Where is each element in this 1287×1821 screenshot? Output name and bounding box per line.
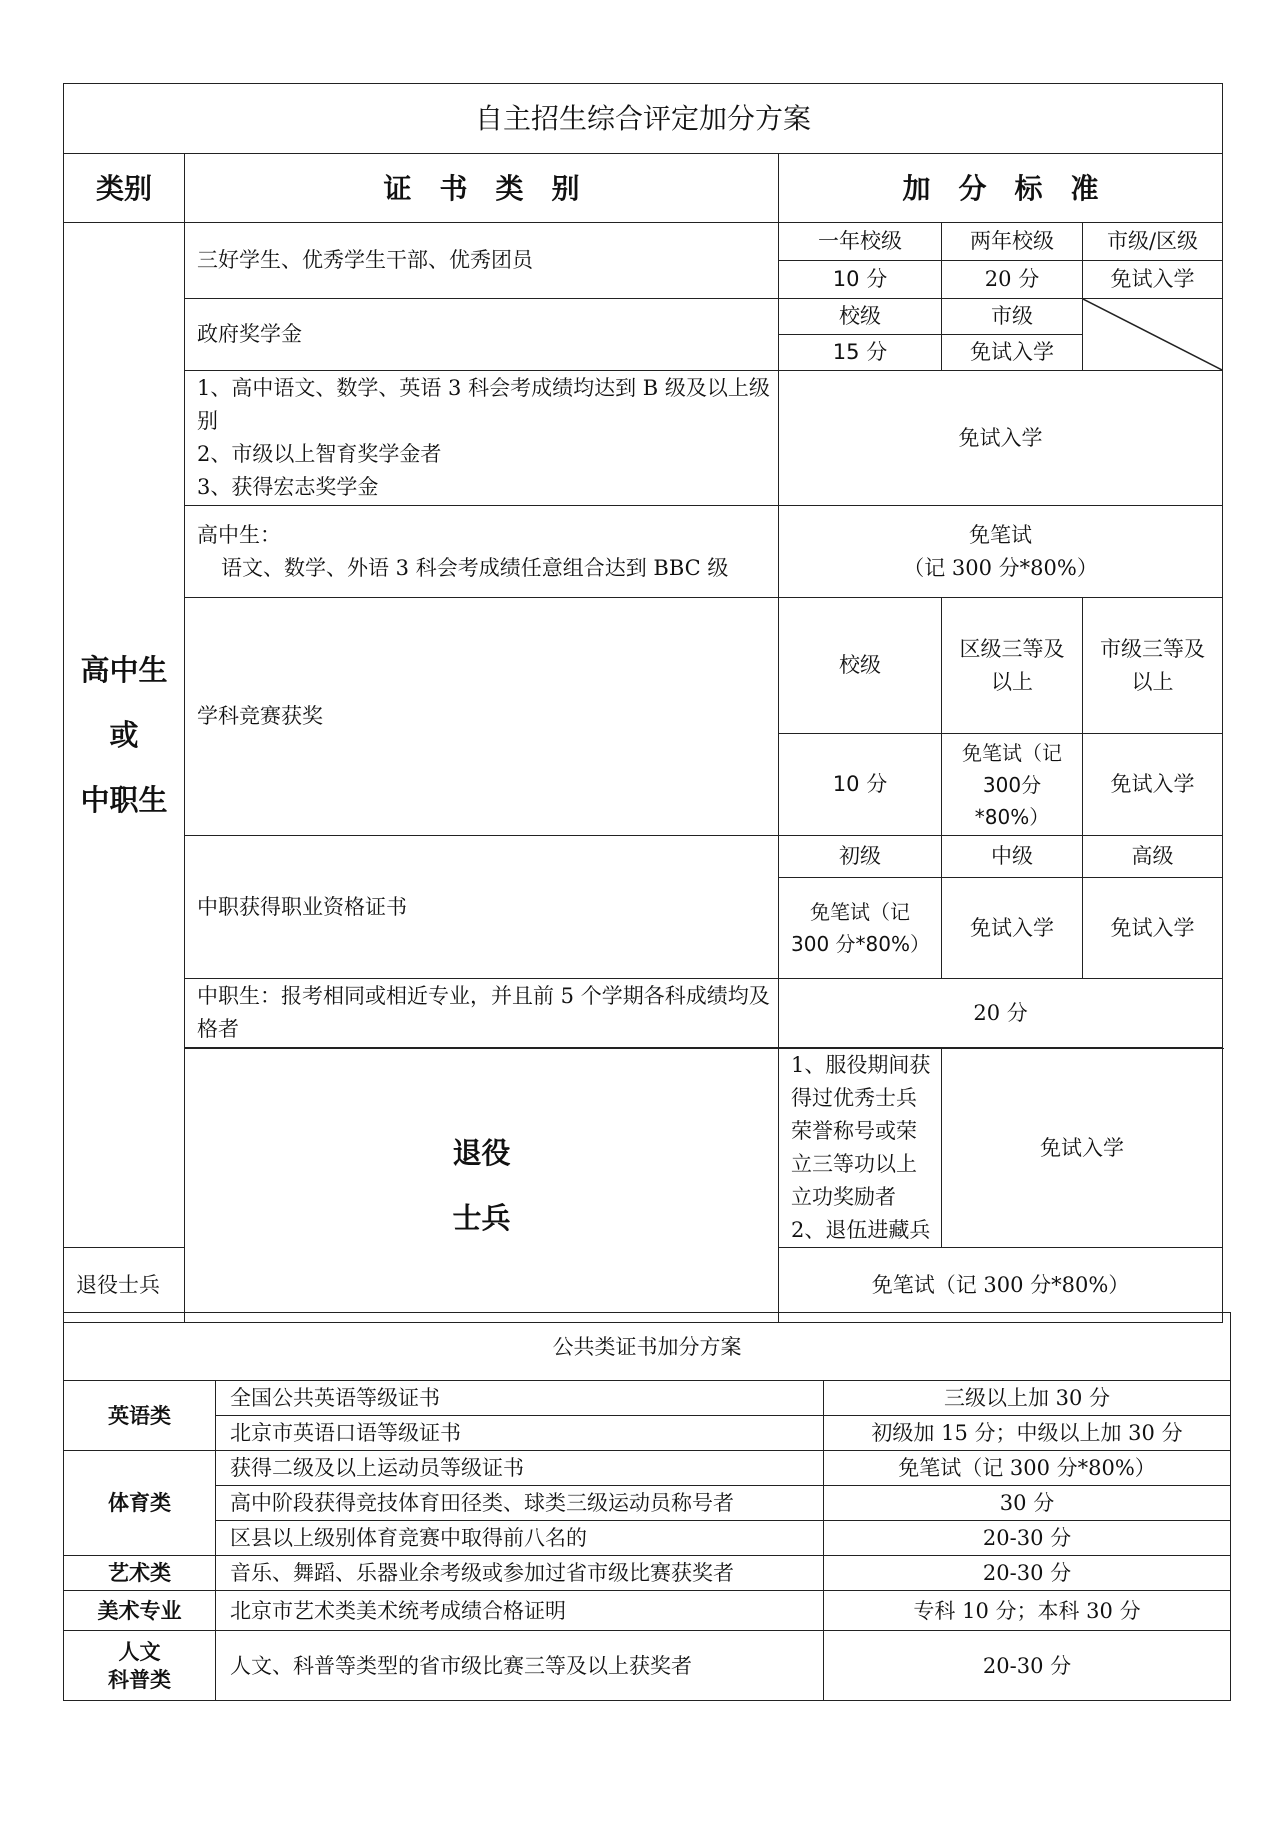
cert-name: 高中阶段获得竞技体育田径类、球类三级运动员称号者	[216, 1486, 824, 1521]
category-label: 科普类	[108, 1667, 171, 1692]
bonus-line: 免笔试	[969, 522, 1033, 547]
list-item: 2、市级以上智育奖学金者	[197, 442, 442, 466]
header-category: 类别	[64, 154, 185, 223]
bonus-value: 免试入学	[1083, 734, 1223, 836]
category-label: 人文	[118, 1639, 161, 1664]
bonus-value: 20-30 分	[824, 1556, 1231, 1591]
category-english: 英语类	[64, 1381, 216, 1451]
level-header: 两年校级	[942, 223, 1083, 261]
level-header: 区级三等及以上	[942, 598, 1083, 734]
cert-name: 北京市英语口语等级证书	[216, 1416, 824, 1451]
bonus-value: 20-30 分	[824, 1631, 1231, 1701]
cert-soldier-honor-list	[779, 1049, 942, 1248]
bonus-value: 30 分	[824, 1486, 1231, 1521]
table-title: 自主招生综合评定加分方案	[64, 84, 1223, 154]
level-header: 校级	[779, 598, 942, 734]
bonus-value: 三级以上加 30 分	[824, 1381, 1231, 1416]
list-item: 1、服役期间获得过优秀士兵荣誉称号或荣立三等功以上立功奖励者	[791, 1053, 931, 1209]
level-header: 高级	[1083, 836, 1223, 878]
bonus-value: 免笔试（记 300 分*80%）	[779, 1248, 1223, 1323]
category-label: 士兵	[452, 1200, 511, 1235]
category-soldier	[185, 1049, 779, 1323]
cert-merit-student: 三好学生、优秀学生干部、优秀团员	[185, 223, 779, 299]
bonus-value	[779, 506, 1223, 598]
cert-line: 高中生：	[197, 522, 281, 547]
bonus-value: 20-30 分	[824, 1521, 1231, 1556]
bonus-value: 免笔试（记300分*80%）	[942, 734, 1083, 836]
cert-exam-scholarship-list	[185, 371, 779, 506]
category-sports: 体育类	[64, 1451, 216, 1556]
list-item: 2、退伍进藏兵	[791, 1218, 931, 1242]
list-item: 3、获得宏志奖学金	[197, 475, 379, 499]
bonus-value: 20 分	[942, 261, 1083, 299]
empty-diagonal-cell	[1083, 299, 1223, 371]
bonus-value: 10 分	[779, 734, 942, 836]
bonus-value: 免笔试（记 300 分*80%）	[824, 1451, 1231, 1486]
bonus-value: 15 分	[779, 335, 942, 371]
level-header: 市级/区级	[1083, 223, 1223, 261]
bonus-value: 免试入学	[942, 1049, 1223, 1248]
cert-government-scholarship: 政府奖学金	[185, 299, 779, 371]
cert-line: 语文、数学、外语 3 科会考成绩任意组合达到 BBC 级	[221, 555, 729, 580]
category-fine-art: 美术专业	[64, 1591, 216, 1631]
bonus-value: 免试入学	[942, 335, 1083, 371]
bonus-value: 专科 10 分；本科 30 分	[824, 1591, 1231, 1631]
bonus-value: 免试入学	[779, 371, 1223, 506]
level-header: 市级三等及以上	[1083, 598, 1223, 734]
cert-highschool-exam	[185, 506, 779, 598]
level-header: 初级	[779, 836, 942, 878]
level-header: 市级	[942, 299, 1083, 335]
cert-name: 北京市艺术类美术统考成绩合格证明	[216, 1591, 824, 1631]
level-header: 中级	[942, 836, 1083, 878]
cert-retired-soldier: 退役士兵	[64, 1248, 185, 1323]
category-label: 高中生	[80, 652, 168, 687]
public-certificate-table	[63, 1312, 1231, 1701]
category-label: 中职生	[80, 782, 168, 817]
list-item: 1、高中语文、数学、英语 3 科会考成绩均达到 B 级及以上级别	[197, 376, 770, 433]
category-humanities	[64, 1631, 216, 1701]
bonus-line: （记 300 分*80%）	[903, 555, 1098, 580]
level-header: 校级	[779, 299, 942, 335]
bonus-value: 免笔试（记 300 分*80%）	[779, 878, 942, 979]
category-highschool	[64, 223, 185, 1248]
bonus-value: 免试入学	[942, 878, 1083, 979]
bonus-value: 20 分	[779, 979, 1223, 1048]
header-certificate: 证 书 类 别	[185, 154, 779, 223]
cert-name: 获得二级及以上运动员等级证书	[216, 1451, 824, 1486]
cert-vocational-student: 中职生：报考相同或相近专业，并且前 5 个学期各科成绩均及格者	[185, 979, 779, 1048]
category-label: 或	[109, 717, 139, 752]
category-art: 艺术类	[64, 1556, 216, 1591]
level-header: 一年校级	[779, 223, 942, 261]
bonus-plan-table	[63, 83, 1223, 1323]
bonus-value: 免试入学	[1083, 878, 1223, 979]
category-label: 退役	[452, 1135, 511, 1170]
cert-vocational-qualification: 中职获得职业资格证书	[185, 836, 779, 979]
header-standard: 加 分 标 准	[779, 154, 1223, 223]
table-title: 公共类证书加分方案	[64, 1313, 1231, 1381]
cert-subject-competition: 学科竞赛获奖	[185, 598, 779, 836]
bonus-value: 10 分	[779, 261, 942, 299]
cert-name: 区县以上级别体育竞赛中取得前八名的	[216, 1521, 824, 1556]
cert-name: 音乐、舞蹈、乐器业余考级或参加过省市级比赛获奖者	[216, 1556, 824, 1591]
bonus-value: 初级加 15 分；中级以上加 30 分	[824, 1416, 1231, 1451]
cert-name: 全国公共英语等级证书	[216, 1381, 824, 1416]
bonus-value: 免试入学	[1083, 261, 1223, 299]
cert-name: 人文、科普等类型的省市级比赛三等及以上获奖者	[216, 1631, 824, 1701]
